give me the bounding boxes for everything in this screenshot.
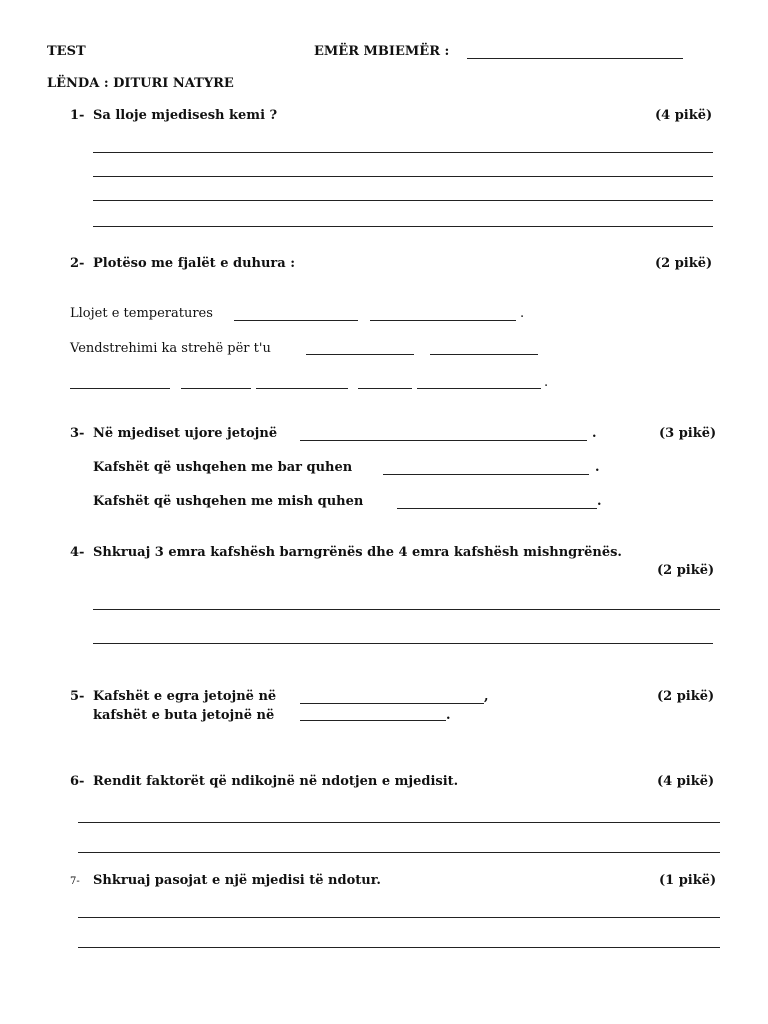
q2-line3-end: .	[544, 375, 549, 390]
q6-number: 6-	[70, 774, 85, 789]
q2-blank[interactable]	[256, 388, 348, 389]
q7-text: Shkruaj pasojat e një mjedisi të ndotur.	[93, 873, 381, 888]
q3-text-end: .	[592, 426, 597, 441]
q2-blank[interactable]	[370, 320, 516, 321]
q5-number: 5-	[70, 689, 85, 704]
q2-line2-text: Vendstrehimi ka strehë për t'u	[70, 341, 271, 356]
q3-text: Në mjediset ujore jetojnë	[93, 426, 278, 441]
q2-line1-text: Llojet e temperatures	[70, 306, 213, 321]
q4-points: (2 pikë)	[657, 563, 715, 578]
q6-answer-line[interactable]	[78, 822, 720, 823]
q1-answer-line[interactable]	[93, 176, 713, 177]
q2-blank[interactable]	[181, 388, 251, 389]
q5-text: Kafshët e egra jetojnë në	[93, 689, 277, 704]
q2-blank[interactable]	[358, 388, 412, 389]
q3-sub2-end: .	[597, 494, 602, 509]
q2-blank[interactable]	[417, 388, 541, 389]
subject-label: LËNDA : DITURI NATYRE	[47, 76, 234, 91]
q7-number: 7-	[70, 876, 80, 887]
q6-points: (4 pikë)	[657, 774, 715, 789]
q7-answer-line[interactable]	[78, 917, 720, 918]
q4-answer-line[interactable]	[93, 609, 720, 610]
q3-blank[interactable]	[300, 440, 587, 441]
q2-blank[interactable]	[70, 388, 170, 389]
q2-line1-end: .	[520, 306, 525, 321]
test-label: TEST	[47, 44, 86, 59]
q2-blank[interactable]	[306, 354, 414, 355]
q1-number: 1-	[70, 108, 85, 123]
q4-text: Shkruaj 3 emra kafshësh barngrënës dhe 4 emra kafshësh mishngrënës.	[93, 545, 622, 560]
q3-blank[interactable]	[383, 474, 589, 475]
q5-sub1-end: .	[446, 708, 451, 723]
q3-points: (3 pikë)	[659, 426, 717, 441]
q1-text: Sa lloje mjedisesh kemi ?	[93, 108, 278, 123]
q4-number: 4-	[70, 545, 85, 560]
q1-points: (4 pikë)	[655, 108, 713, 123]
q1-answer-line[interactable]	[93, 226, 713, 227]
q2-blank[interactable]	[430, 354, 538, 355]
name-blank[interactable]	[467, 58, 683, 59]
q3-sub2-text: Kafshët që ushqehen me mish quhen	[93, 494, 364, 509]
q5-blank[interactable]	[300, 720, 446, 721]
q3-number: 3-	[70, 426, 85, 441]
q1-answer-line[interactable]	[93, 200, 713, 201]
q4-answer-line[interactable]	[93, 643, 713, 644]
q3-sub1-end: .	[595, 460, 600, 475]
q1-answer-line[interactable]	[93, 152, 713, 153]
q5-text-end: ,	[484, 689, 489, 704]
name-label: EMËR MBIEMËR :	[314, 44, 450, 59]
q7-points: (1 pikë)	[659, 873, 717, 888]
q5-sub1-text: kafshët e buta jetojnë në	[93, 708, 275, 723]
q3-blank[interactable]	[397, 508, 597, 509]
q6-answer-line[interactable]	[78, 852, 720, 853]
q2-number: 2-	[70, 256, 85, 271]
q2-points: (2 pikë)	[655, 256, 713, 271]
q3-sub1-text: Kafshët që ushqehen me bar quhen	[93, 460, 353, 475]
q6-text: Rendit faktorët që ndikojnë në ndotjen e mjedisit.	[93, 774, 459, 789]
q5-blank[interactable]	[300, 703, 484, 704]
q7-answer-line[interactable]	[78, 947, 720, 948]
q2-blank[interactable]	[234, 320, 358, 321]
q2-text: Plotëso me fjalët e duhura :	[93, 256, 296, 271]
q5-points: (2 pikë)	[657, 689, 715, 704]
